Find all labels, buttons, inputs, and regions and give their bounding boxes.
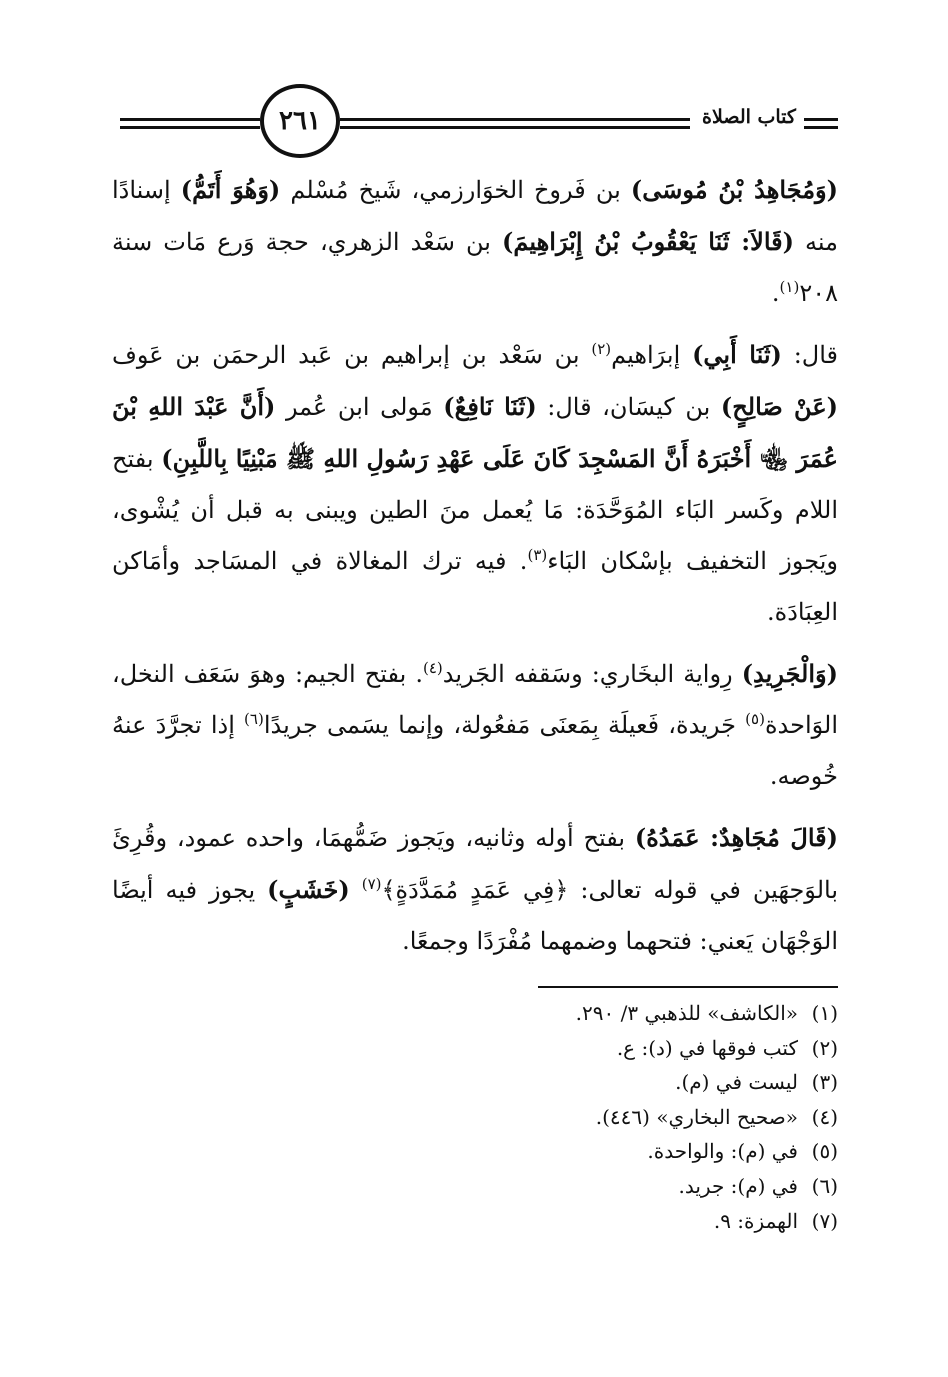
footnote-text: الهمزة: ٩. xyxy=(713,1208,798,1233)
footnote-text: ليست في (م). xyxy=(675,1070,798,1095)
bold-phrase: (خَشَبٍ) xyxy=(267,875,350,904)
main-text xyxy=(112,164,838,967)
bold-phrase: (عَنْ صَالِحٍ) xyxy=(720,392,838,421)
bold-phrase: (قَالاَ: ثَنَا يَعْقُوبُ بْنُ إِبْرَاهِيمَ) xyxy=(502,227,794,256)
text-run: . xyxy=(771,279,780,307)
footnote-ref: (٣) xyxy=(527,546,548,564)
footnote-text: في (م): والواحدة. xyxy=(647,1139,798,1164)
bold-phrase: (ثَنَا أَبِي) xyxy=(692,340,782,369)
bold-phrase: (ثَنَا نَافِعٌ) xyxy=(443,392,537,421)
text-run: بفتح أوله وثانيه، ويَجوز ضَمُّهمَا، واحده عمود، وقُرِئَ بالوَجهَين في قوله تعالى: ﴿فِي عَمَدٍ مُمَدَّدَةٍ﴾ xyxy=(112,824,838,904)
footnote-text: كتب فوقها في (د): ع. xyxy=(616,1035,798,1060)
footnote-number: (٥) xyxy=(811,1139,838,1164)
paragraph xyxy=(112,329,838,638)
text-run xyxy=(350,876,362,904)
header-rule xyxy=(804,126,838,129)
footnote-ref: (٧) xyxy=(361,875,382,893)
footnote-number: (٣) xyxy=(811,1070,838,1095)
text-run: إذا تجرَّدَ عنهُ خُوصه. xyxy=(112,711,838,790)
text-run: جَريدة، فَعيلَة بِمَعنَى مَفعُولة، وإنما يسَمى جريدًا xyxy=(263,711,746,739)
footnote-ref: (٦) xyxy=(244,710,264,728)
text-run: . فيه ترك المغالاة في المسَاجد وأمَاكن العِبَادَة. xyxy=(112,547,838,626)
footnote-ref: (٢) xyxy=(591,340,612,358)
footnotes xyxy=(112,996,838,1238)
footnote-separator xyxy=(538,986,838,988)
text-run: بفتح اللام وكَسر البَاء المُوَحَّدَة: مَا يُعمل منَ الطين ويبنى به قبل أن يُشْوى، ويَجوز التخفيف بإسْكان البَاء xyxy=(112,445,838,575)
text-run: بن فَروخ الخوَارزمي، شَيخ مُسْلم xyxy=(280,176,631,204)
page-number-badge xyxy=(260,84,340,158)
header-rule xyxy=(340,126,690,129)
footnote-number: (٤) xyxy=(811,1104,838,1129)
footnote-ref: (١) xyxy=(779,278,800,296)
page-number: ٢٦١ xyxy=(279,106,321,136)
text-run: قال: xyxy=(781,341,838,369)
footnote xyxy=(112,1065,838,1100)
paragraph xyxy=(112,164,838,319)
text-run: بن كيسَان، قال: xyxy=(536,393,721,421)
bold-phrase: (أَنَّ عَبْدَ اللهِ بْنَ عُمَرَ ﵄ أَخْبَرَهُ أَنَّ المَسْجِدَ كَانَ عَلَى عَهْدِ رَسُولِ اللهِ ﷺ مَبْنِيًا بِاللَّبِنِ) xyxy=(112,392,838,473)
text-run: رِواية البخَاري: وسَقفه الجَريد xyxy=(442,660,742,688)
header-rule xyxy=(120,118,260,121)
footnote-ref: (٤) xyxy=(423,659,443,677)
footnote xyxy=(112,1031,838,1066)
paragraph xyxy=(112,812,838,967)
bold-phrase: (قَالَ مُجَاهِدٌ: عَمَدُهُ) xyxy=(634,823,838,852)
header-rule xyxy=(120,126,260,129)
header-rule xyxy=(340,118,690,121)
footnote-text: «صحيح البخاري» (٤٤٦). xyxy=(595,1104,798,1129)
text-run: مَولى ابن عُمر xyxy=(275,393,444,421)
paragraph xyxy=(112,648,838,802)
footnote-text: «الكاشف» للذهبي ٣/ ٢٩٠. xyxy=(575,1001,798,1025)
footnote-number: (١) xyxy=(811,1001,838,1025)
text-run: بن سَعْد بن إبراهيم بن عَبد الرحمَن بن عَوف xyxy=(112,341,592,369)
text-run: إسنادًا منه xyxy=(112,176,839,256)
footnote xyxy=(112,1100,838,1135)
footnote-number: (٢) xyxy=(811,1035,838,1060)
bold-phrase: (وَالْجَرِيدِ) xyxy=(741,659,838,688)
text-run: بن سَعْد الزهري، حجة وَرع مَات سنة ٢٠٨ xyxy=(112,228,838,307)
running-title: كتاب الصلاة xyxy=(702,106,796,128)
header-rule xyxy=(804,118,838,121)
footnote xyxy=(112,1134,838,1169)
footnote-number: (٧) xyxy=(811,1208,838,1233)
footnote-number: (٦) xyxy=(811,1173,838,1198)
footnote-text: في (م): جريد. xyxy=(678,1173,798,1198)
page-header xyxy=(112,88,838,168)
bold-phrase: (وَهُوَ أَتَمُّ) xyxy=(180,175,281,204)
bold-phrase: (وَمُجَاهِدُ بْنُ مُوسَى) xyxy=(630,175,839,204)
text-run: . بفتح الجيم: وهوَ سَعَف النخل، الوَاحدة xyxy=(112,660,838,739)
text-run: يجوز فيه أيضًا الوَجْهَان يَعني: فتحهما وضمهما مُفْرَدًا وجمعًا. xyxy=(112,876,838,955)
footnote xyxy=(112,1204,838,1239)
footnote xyxy=(112,996,838,1031)
footnote-ref: (٥) xyxy=(745,710,765,728)
text-run: إبرَاهيم xyxy=(611,341,693,369)
footnote xyxy=(112,1169,838,1204)
